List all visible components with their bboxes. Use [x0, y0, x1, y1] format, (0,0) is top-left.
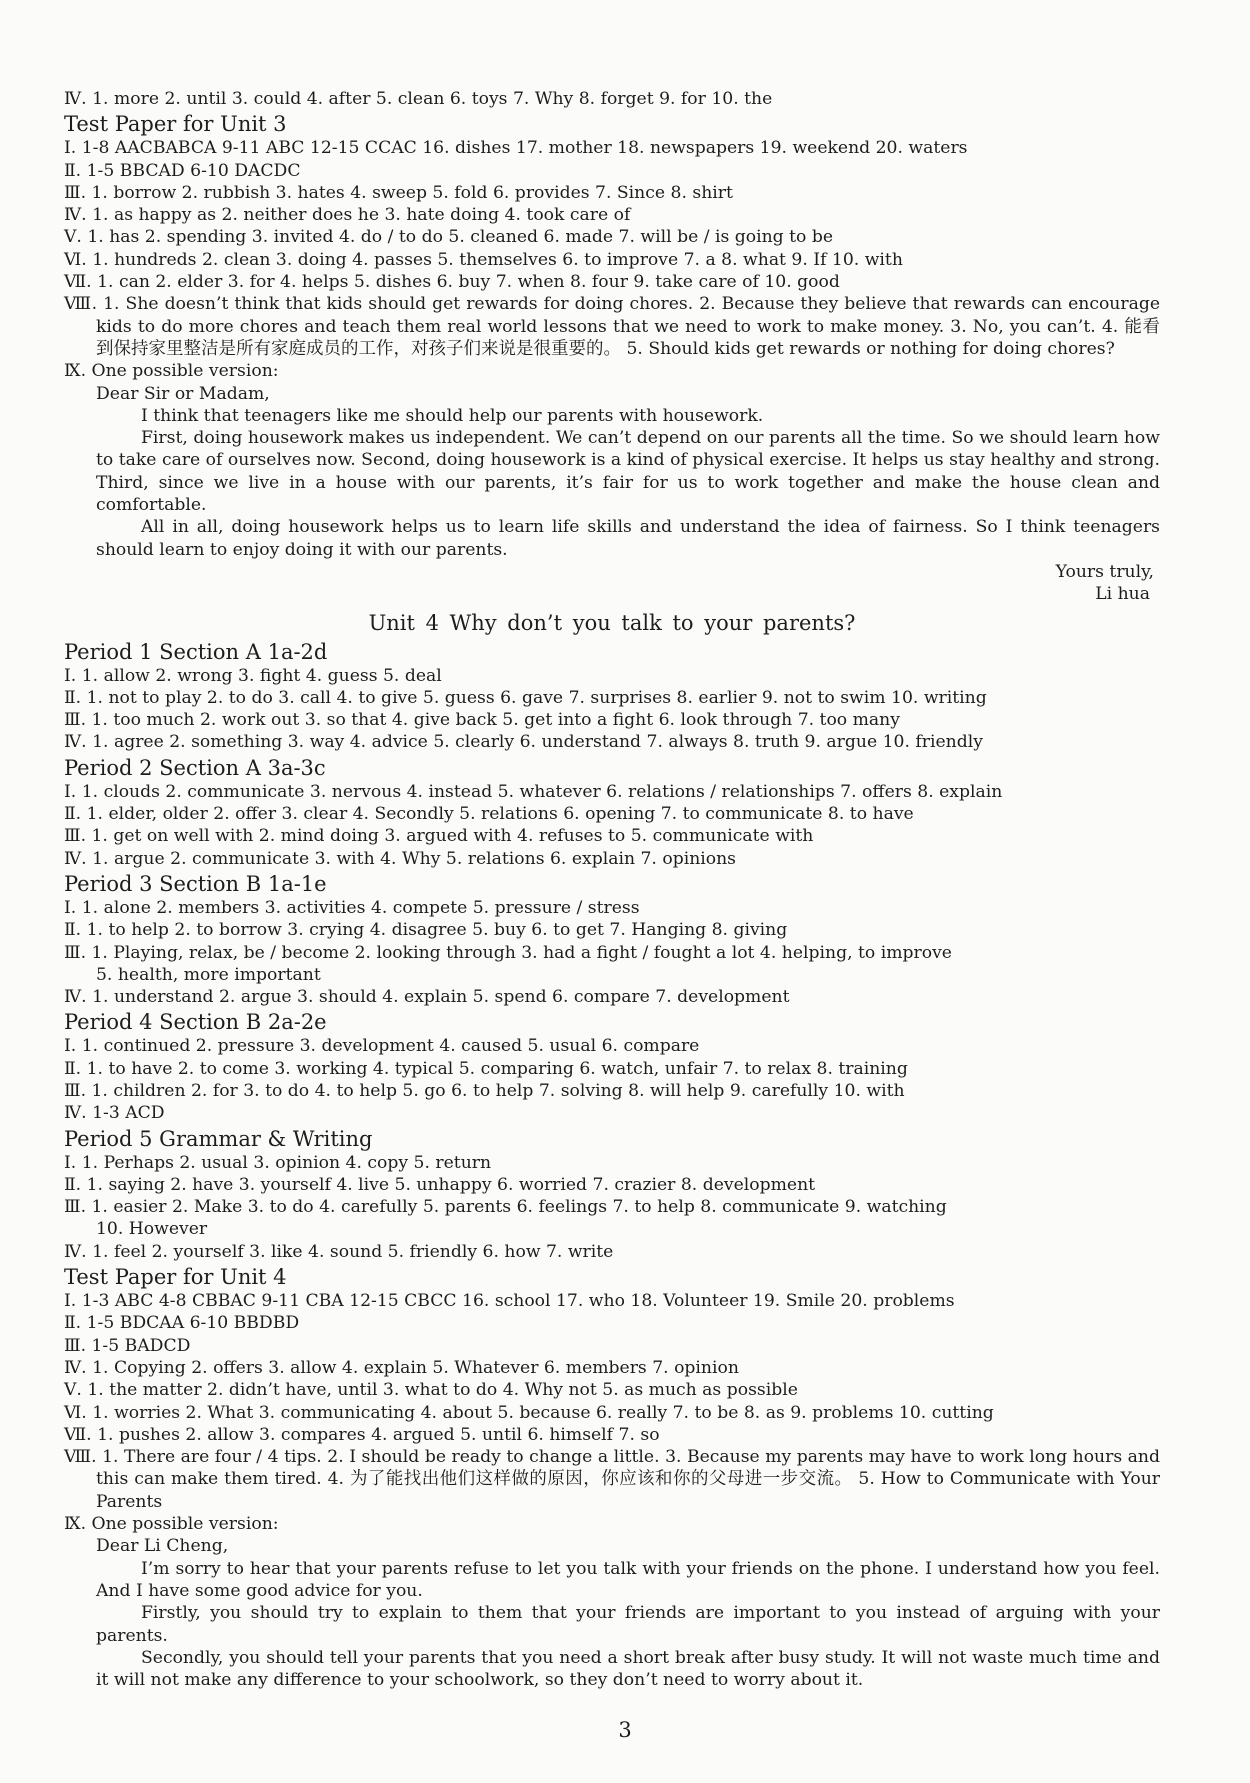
answer-line: Ⅲ. 1-5 BADCD — [64, 1335, 191, 1356]
unit4-title: Unit 4 Why don’t you talk to your parents? — [368, 610, 856, 635]
answer-line: Ⅲ. 1. borrow 2. rubbish 3. hates 4. sweep 5. fold 6. provides 7. Since 8. shirt — [64, 182, 733, 203]
period-heading: Period 1 Section A 1a-2d — [64, 639, 328, 664]
answer-line: Ⅳ. 1. argue 2. communicate 3. with 4. Why 5. relations 6. explain 7. opinions — [64, 848, 737, 869]
answer-line: Ⅳ. 1. Copying 2. offers 3. allow 4. explain 5. Whatever 6. members 7. opinion — [64, 1357, 739, 1378]
answer-line: Ⅰ. 1. clouds 2. communicate 3. nervous 4. instead 5. whatever 6. relations / relationships 7. offers 8. explain — [64, 781, 1003, 802]
letter-paragraph: First, doing housework makes us independent. We can’t depend on our parents all the time. So we should learn how to take care of ourselves now. Second, doing housework is a kind of physical exercise. It helps us stay healthy and strong. Third, since we live in a house with our parents, it’s fair for us to work together and make the house clean and comfortable. — [96, 428, 1160, 516]
answer-line: Ⅳ. 1. feel 2. yourself 3. like 4. sound 5. friendly 6. how 7. write — [64, 1241, 614, 1262]
unit3-section-iv: Ⅳ. 1. more 2. until 3. could 4. after 5. clean 6. toys 7. Why 8. forget 9. for 10. the — [64, 89, 773, 109]
answer-line: Ⅱ. 1-5 BDCAA 6-10 BBDBD — [64, 1313, 300, 1334]
answer-line: Ⅱ. 1. elder, older 2. offer 3. clear 4. Secondly 5. relations 6. opening 7. to communicate 8. to have — [64, 804, 914, 825]
answer-line: Ⅰ. 1. continued 2. pressure 3. development 4. caused 5. usual 6. compare — [64, 1036, 700, 1057]
answer-line: Ⅴ. 1. has 2. spending 3. invited 4. do / to do 5. cleaned 6. made 7. will be / is going to be — [64, 227, 834, 248]
answer-line: Ⅳ. 1. agree 2. something 3. way 4. advice 5. clearly 6. understand 7. always 8. truth 9. argue 10. friendly — [64, 732, 983, 753]
answer-line: Ⅰ. 1. alone 2. members 3. activities 4. compete 5. pressure / stress — [64, 897, 640, 918]
unit4-period-4 — [64, 1009, 1160, 1124]
letter-paragraph: All in all, doing housework helps us to learn life skills and understand the idea of fairness. So I think teenagers should learn to enjoy doing it with our parents. — [96, 517, 1160, 560]
letter-paragraph: Firstly, you should try to explain to them that your friends are important to you instead of arguing with your parents. — [96, 1603, 1160, 1646]
unit4-period-1 — [64, 639, 1160, 754]
period-heading: Period 5 Grammar & Writing — [64, 1126, 373, 1151]
answer-line: Ⅰ. 1. allow 2. wrong 3. fight 4. guess 5. deal — [64, 665, 442, 686]
unit4-period-3 — [64, 871, 1160, 1008]
test-paper-unit3-lines — [64, 137, 1160, 293]
answer-line: Ⅲ. 1. too much 2. work out 3. so that 4. give back 5. get into a fight 6. look through 7. too many — [64, 710, 900, 731]
period-heading: Period 2 Section A 3a-3c — [64, 755, 326, 780]
answer-line: Ⅴ. 1. the matter 2. didn’t have, until 3. what to do 4. Why not 5. as much as possible — [64, 1380, 798, 1401]
answer-line: Ⅱ. 1. not to play 2. to do 3. call 4. to give 5. guess 6. gave 7. surprises 8. earlier 9. not to swim 10. writing — [64, 687, 987, 708]
answer-line: Ⅵ. 1. hundreds 2. clean 3. doing 4. passes 5. themselves 6. to improve 7. a 8. what 9. If 10. with — [64, 249, 903, 270]
answer-line-continued: 5. health, more important — [96, 964, 321, 985]
unit4-period-2 — [64, 755, 1160, 870]
viii-english-part2: 5. How to Communicate with Your Parents — [96, 1469, 1161, 1512]
letter-signature: Li hua — [1095, 584, 1150, 605]
answer-line: Ⅲ. 1. Playing, relax, be / become 2. looking through 3. had a fight / fought a lot 4. helping, to improve — [64, 942, 952, 963]
answer-line: Ⅵ. 1. worries 2. What 3. communicating 4. about 5. because 6. really 7. to be 8. as 9. problems 10. cutting — [64, 1402, 994, 1423]
unit4-period-5 — [64, 1126, 1160, 1263]
answer-line: Ⅲ. 1. children 2. for 3. to do 4. to help 5. go 6. to help 7. solving 8. will help 9. carefully 10. with — [64, 1080, 905, 1101]
page-number: 3 — [618, 1718, 632, 1742]
viii-english-part2: 5. Should kids get rewards or nothing for doing chores? — [621, 338, 1115, 359]
answer-line: Ⅱ. 1. to have 2. to come 3. working 4. typical 5. comparing 6. watch, unfair 7. to relax 8. training — [64, 1058, 908, 1079]
answer-line: Ⅲ. 1. easier 2. Make 3. to do 4. carefully 5. parents 6. feelings 7. to help 8. communicate 9. watching — [64, 1197, 947, 1218]
answer-line: Ⅶ. 1. pushes 2. allow 3. compares 4. argued 5. until 6. himself 7. so — [64, 1424, 660, 1445]
period-heading: Period 3 Section B 1a-1e — [64, 871, 327, 896]
answer-line: Ⅰ. 1-3 ABC 4-8 CBBAC 9-11 CBA 12-15 CBCC 16. school 17. who 18. Volunteer 19. Smile 20. problems — [64, 1291, 955, 1312]
answer-line: Ⅳ. 1. understand 2. argue 3. should 4. explain 5. spend 6. compare 7. development — [64, 987, 790, 1008]
page-content — [64, 88, 1160, 1691]
answer-line: Ⅱ. 1. to help 2. to borrow 3. crying 4. disagree 5. buy 6. to get 7. Hanging 8. giving — [64, 920, 788, 941]
viii-english-part1: Ⅷ. 1. There are four / 4 tips. 2. I should be ready to change a little. 3. Because my parents may have to work long hours and this can make them tired. 4. — [64, 1447, 1160, 1490]
unit4-section-viii — [64, 1446, 1160, 1513]
answer-line-continued: 10. However — [96, 1219, 208, 1240]
unit3-section-viii — [64, 293, 1160, 360]
period-heading: Period 4 Section B 2a-2e — [64, 1010, 327, 1035]
viii-chinese-translation: 为了能找出他们这样做的原因，你应该和你的父母进一步交流。 — [349, 1469, 853, 1490]
answer-line: Ⅲ. 1. get on well with 2. mind doing 3. argued with 4. refuses to 5. communicate with — [64, 826, 814, 847]
letter-greeting: Dear Sir or Madam, — [96, 383, 270, 404]
letter-paragraph: Secondly, you should tell your parents that you need a short break after busy study. It will not waste much time and it will not make any difference to your schoolwork, so they don’t need to worry about it. — [96, 1647, 1160, 1691]
answer-line: Ⅶ. 1. can 2. elder 3. for 4. helps 5. dishes 6. buy 7. when 8. four 9. take care of 10. good — [64, 272, 840, 293]
letter-paragraph: I’m sorry to hear that your parents refuse to let you talk with your friends on the phone. I understand how you feel. And I have some good advice for you. — [96, 1558, 1160, 1601]
answer-line: Ⅱ. 1. saying 2. have 3. yourself 4. live 5. unhappy 6. worried 7. crazier 8. development — [64, 1174, 816, 1195]
unit3-section-ix-label: Ⅸ. One possible version: — [64, 361, 279, 382]
letter-paragraph: I think that teenagers like me should help our parents with housework. — [141, 405, 764, 426]
test-paper-unit4-lines — [64, 1290, 1160, 1446]
viii-english-part1: Ⅷ. 1. She doesn’t think that kids should get rewards for doing chores. 2. Because they believe that rewards can encourage kids to do more chores and teach them real world lessons that we need to work to make money. 3. No, you can’t. 4. — [64, 294, 1160, 337]
answer-line: Ⅰ. 1-8 AACBABCA 9-11 ABC 12-15 CCAC 16. dishes 17. mother 18. newspapers 19. weekend 20. waters — [64, 138, 968, 159]
unit4-section-ix-label: Ⅸ. One possible version: — [64, 1514, 279, 1535]
viii-chinese-translation: 能看到保持家里整洁是所有家庭成员的工作，对孩子们来说是很重要的。 — [96, 316, 1160, 359]
answer-line: Ⅰ. 1. Perhaps 2. usual 3. opinion 4. copy 5. return — [64, 1152, 492, 1173]
letter-closing: Yours truly, — [1055, 561, 1154, 582]
answer-line: Ⅳ. 1. as happy as 2. neither does he 3. hate doing 4. took care of — [64, 205, 631, 226]
test-paper-unit3-title: Test Paper for Unit 3 — [64, 112, 287, 137]
answer-line: Ⅱ. 1-5 BBCAD 6-10 DACDC — [64, 160, 301, 181]
test-paper-unit4-title: Test Paper for Unit 4 — [64, 1265, 287, 1290]
letter-greeting: Dear Li Cheng, — [96, 1536, 229, 1557]
answer-line: Ⅳ. 1-3 ACD — [64, 1103, 165, 1124]
